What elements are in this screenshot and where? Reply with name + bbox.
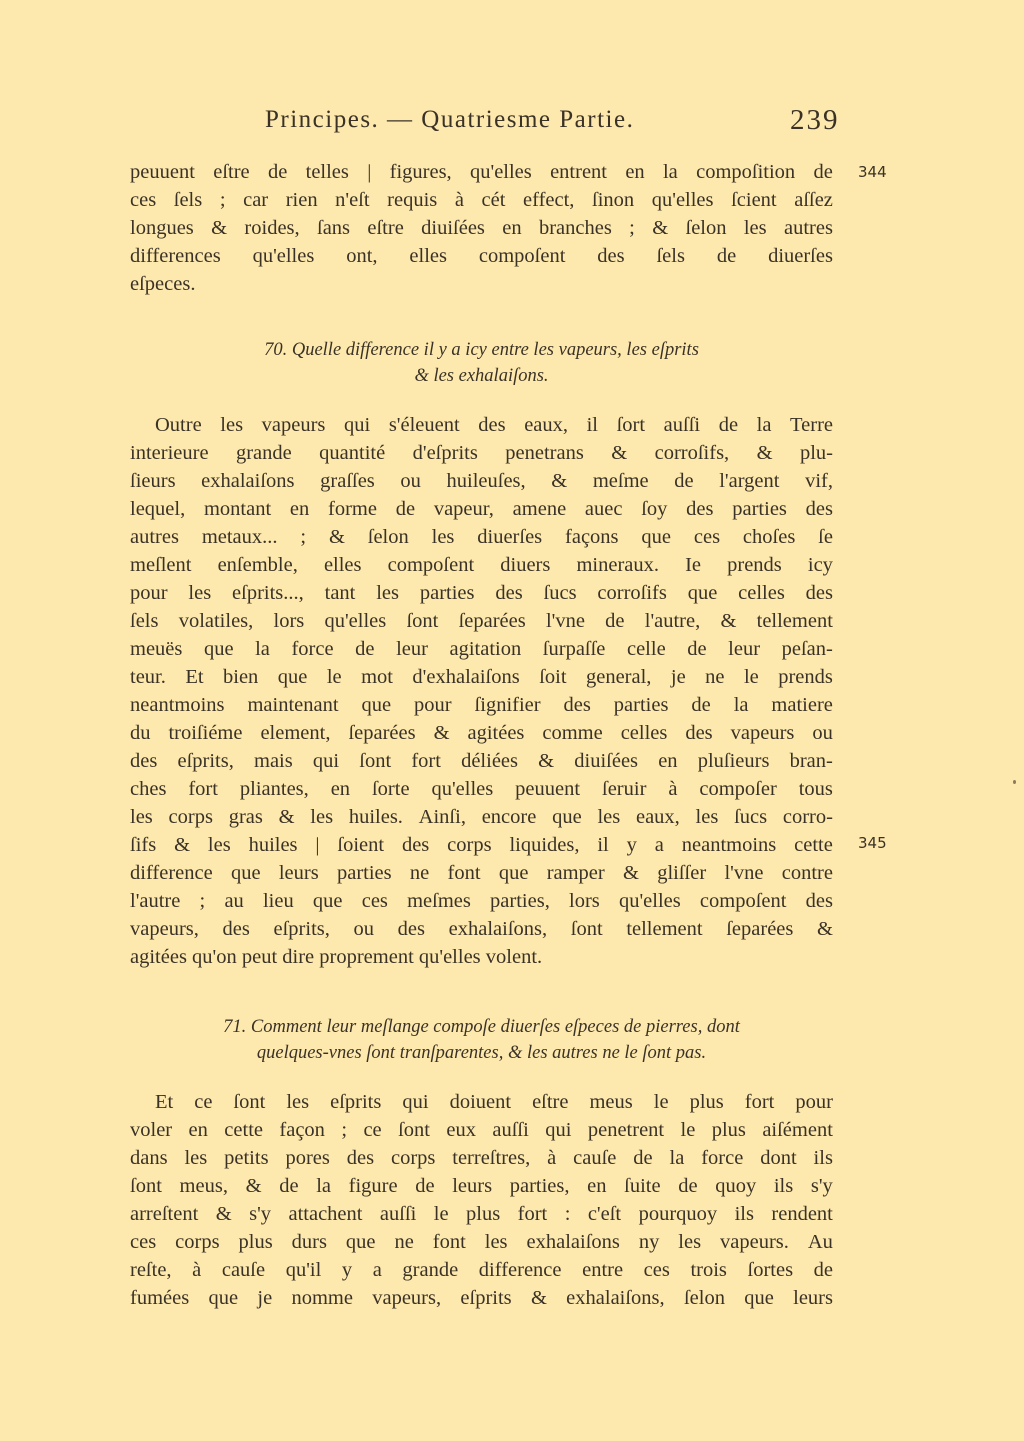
text-line: difference que leurs parties ne font que ramper & gliſſer l'vne contre [130,862,833,884]
text-line: fumées que je nomme vapeurs, eſprits & exhalaiſons, ſelon que leurs [130,1287,833,1309]
text-line: ſifs & les huiles | ſoient des corps liquides, il y a neantmoins cette [130,834,833,856]
running-head: Principes. — Quatriesme Partie. [265,106,635,133]
text-line: teur. Et bien que le mot d'exhalaiſons ſoit general, je ne le prends [130,666,833,688]
text-line: arreſtent & s'y attachent auſſi le plus fort : c'eſt pourquoy ils rendent [130,1203,833,1225]
text-line: meuës que la force de leur agitation ſurpaſſe celle de leur peſan- [130,638,833,660]
heading-line: 71. Comment leur meſlange compoſe diuerſes eſpeces de pierres, dont [223,1017,740,1037]
text-line: ſels volatiles, lors qu'elles ſont ſeparées l'vne de l'autre, & tellement [130,610,833,632]
heading-line: quelques-vnes ſont tranſparentes, & les autres ne le ſont pas. [256,1043,707,1063]
text-line: meſlent enſemble, elles compoſent diuers mineraux. Ie prends icy [130,554,833,576]
text-line: differences qu'elles ont, elles compoſent des ſels de diuerſes [130,245,833,267]
text-line: Et ce ſont les eſprits qui doiuent eſtre meus le plus fort pour [155,1091,833,1113]
text-line: l'autre ; au lieu que ces meſmes parties, lors qu'elles compoſent des [130,890,833,912]
text-line: des eſprits, mais qui ſont fort déliées & diuiſées en pluſieurs bran- [130,750,833,772]
text-line: du troiſiéme element, ſeparées & agitées comme celles des vapeurs ou [130,722,833,744]
margin-number: 345 [858,834,887,852]
text-line: les corps gras & les huiles. Ainſi, encore que les eaux, les ſucs corro- [130,806,833,828]
text-line: ces corps plus durs que ne font les exhalaiſons ny les vapeurs. Au [130,1231,833,1253]
text-line: ces ſels ; car rien n'eſt requis à cét effect, ſinon qu'elles ſcient aſſez [130,189,833,211]
text-line: agitées qu'on peut dire proprement qu'elles volent. [130,946,543,968]
heading-line: & les exhalaiſons. [414,366,549,386]
text-line: voler en cette façon ; ce ſont eux auſſi qui penetrent le plus aiſément [130,1119,833,1141]
page-header [0,104,1024,144]
text-line: ſont meus, & de la figure de leurs parties, en ſuite de quoy ils s'y [130,1175,833,1197]
text-line: neantmoins maintenant que pour ſignifier des parties de la matiere [130,694,833,716]
text-line: reſte, à cauſe qu'il y a grande difference entre ces trois ſortes de [130,1259,833,1281]
text-line: pour les eſprits..., tant les parties des ſucs corroſifs que celles des [130,582,833,604]
text-line: longues & roides, ſans eſtre diuiſées en branches ; & ſelon les autres [130,217,833,239]
text-line: Outre les vapeurs qui s'éleuent des eaux, il ſort auſſi de la Terre [155,414,833,436]
text-line: vapeurs, des eſprits, ou des exhalaiſons, ſont tellement ſeparées & [130,918,833,940]
text-line: ches fort pliantes, en ſorte qu'elles peuuent ſeruir à compoſer tous [130,778,833,800]
text-line: dans les petits pores des corps terreſtres, à cauſe de la force dont ils [130,1147,833,1169]
heading-line: 70. Quelle difference il y a icy entre les vapeurs, les eſprits [264,340,699,360]
text-line: interieure grande quantité d'eſprits penetrans & corroſifs, & plu- [130,442,833,464]
text-line: autres metaux... ; & ſelon les diuerſes façons que ces choſes ſe [130,526,833,548]
paper-speck [1013,780,1016,784]
margin-number: 344 [858,163,887,181]
text-line: ſieurs exhalaiſons graſſes ou huileuſes, & meſme de l'argent vif, [130,470,833,492]
page-number: 239 [790,104,840,136]
text-line: peuuent eſtre de telles | figures, qu'elles entrent en la compoſition de [130,161,833,183]
text-line: lequel, montant en forme de vapeur, amene auec ſoy des parties des [130,498,833,520]
text-line: eſpeces. [130,273,196,295]
